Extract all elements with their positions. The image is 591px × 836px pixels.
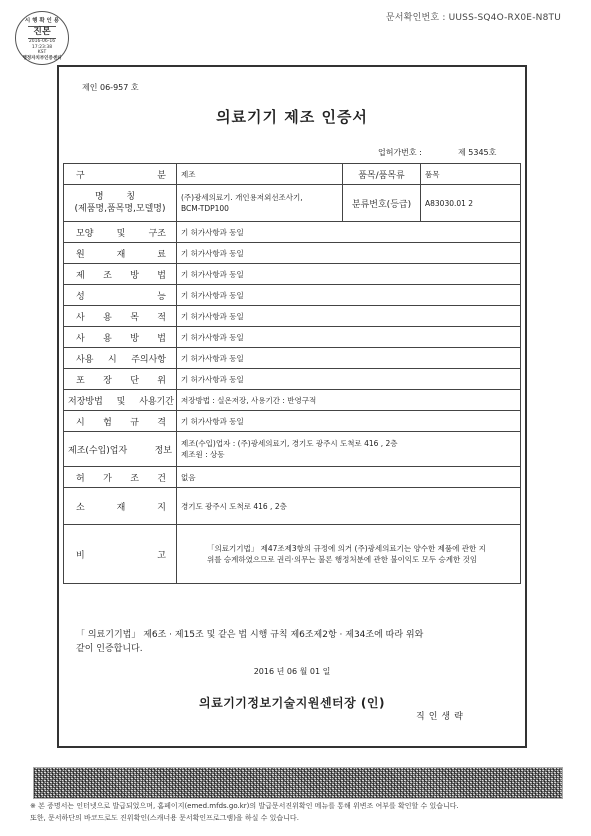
row-label-shape: 모양 및 구조 (64, 222, 177, 243)
seal-datetime (16, 39, 68, 56)
row-value-shape: 기 허가사항과 동일 (177, 222, 521, 243)
seal-center-text: 진본 (28, 26, 56, 39)
issuer-name: 의료기기정보기술지원센터장 (인) (199, 696, 385, 710)
row-label-category: 구 분 (64, 164, 177, 185)
row-value-location: 경기도 광주시 도척로 416 , 2층 (177, 488, 521, 525)
row-value-test-spec: 기 허가사항과 동일 (177, 411, 521, 432)
statement-line2: 같이 인증합니다. (76, 644, 143, 654)
row-label-manufacturer: 제조(수입)업자 정보 (64, 432, 177, 467)
table-row (64, 467, 521, 488)
table-row (64, 390, 521, 411)
permit-number-label: 업허가번호 : (378, 148, 422, 157)
table-row (64, 222, 521, 243)
issue-date: 2016 년 06 월 01 일 (253, 667, 331, 676)
row-label-location: 소 재 지 (64, 488, 177, 525)
row-label-storage: 저장방법 및 사용기간 (64, 390, 177, 411)
manufacturer-line2: 제조원 : 상동 (181, 450, 225, 459)
certificate-title: 의료기기 제조 인증서 (216, 108, 368, 126)
row-value-name (177, 185, 343, 222)
row-label-performance: 성 능 (64, 285, 177, 306)
row-value-usage: 기 허가사항과 동일 (177, 327, 521, 348)
certificate-table (63, 163, 521, 584)
row-label-method: 제 조 방 법 (64, 264, 177, 285)
permit-number-value: 제 5345호 (458, 148, 497, 157)
seal-top-text: 시 행 확 인 용 (24, 18, 60, 24)
footer-note-line1: ※ 본 증명서는 인터넷으로 발급되었으며, 홈페이지(emed.mfds.go.kr)의 발급문서진위확인 메뉴를 통해 위변조 여부를 확인할 수 있습니다. (30, 802, 459, 810)
seal-kst: KST (37, 50, 47, 55)
table-row (64, 411, 521, 432)
row-value-category: 제조 (177, 164, 343, 185)
row-value-name-line2: BCM-TDP100 (181, 204, 229, 213)
row-value-precautions: 기 허가사항과 동일 (177, 348, 521, 369)
classification-value: A83030.01 2 (421, 185, 521, 222)
row-label-name (64, 185, 177, 222)
item-type-value: 품목 (421, 164, 521, 185)
row-label-name-line2: (제품명,품목명,모델명) (74, 204, 166, 214)
table-row (64, 369, 521, 390)
remarks-line2: 위를 승계하였으므로 권리·의무는 불론 행정처분에 관한 불이익도 모두 승계한 것임 (207, 555, 478, 564)
row-label-usage: 사 용 방 법 (64, 327, 177, 348)
seal-time: 17:23:38 (31, 44, 53, 50)
statement-line1: 「 의료기기법」 제6조 · 제15조 및 같은 법 시행 규칙 제6조제2항 · 제34조에 따라 위와 (76, 630, 424, 640)
footer-note-line2: 또한, 문서하단의 바코드로도 진위확인(스캐너용 문서확인프로그램)을 하실 수 있습니다. (30, 814, 299, 822)
row-label-conditions: 허 가 조 건 (64, 467, 177, 488)
certificate-number: 제인 06-957 호 (82, 83, 139, 92)
row-value-storage: 저장방법 : 실온저장, 사용기간 : 반영구적 (177, 390, 521, 411)
row-label-purpose: 사 용 목 적 (64, 306, 177, 327)
row-value-name-line1: (주)광세의료기. 개인용저외선조사기, (181, 193, 303, 202)
table-row (64, 306, 521, 327)
table-row (64, 185, 521, 222)
row-value-packaging: 기 허가사항과 동일 (177, 369, 521, 390)
table-row (64, 285, 521, 306)
row-label-packaging: 포 장 단 위 (64, 369, 177, 390)
table-row (64, 264, 521, 285)
seal-bottom-text: 행정자치부인증센터 (22, 56, 62, 61)
seal-date: 2016-06-16 (28, 39, 56, 44)
document-confirm-number: 문서확인번호 : UUSS-SQ4O-RX0E-N8TU (385, 13, 561, 23)
table-row (64, 164, 521, 185)
row-label-test-spec: 시 험 규 격 (64, 411, 177, 432)
manufacturer-line1: 제조(수입)업자 : (주)광세의료기, 경기도 광주시 도척로 416 , 2층 (181, 439, 398, 448)
row-value-remarks (177, 525, 521, 584)
certification-statement (76, 628, 506, 656)
table-row (64, 327, 521, 348)
row-label-materials: 원 재 료 (64, 243, 177, 264)
authentication-seal (15, 11, 69, 65)
table-row (64, 525, 521, 584)
row-value-manufacturer (177, 432, 521, 467)
table-row (64, 348, 521, 369)
remarks-line1: 「의료기기법」 제47조제3항의 규정에 의거 (주)광세의료기는 양수한 제품에 관한 지 (207, 544, 486, 553)
row-label-precautions: 사용 시 주의사항 (64, 348, 177, 369)
table-row (64, 243, 521, 264)
seal-omission-note: 직인생략 (416, 712, 467, 722)
row-value-conditions: 없음 (177, 467, 521, 488)
verification-barcode (33, 767, 563, 799)
item-type-label: 품목/품목류 (343, 164, 421, 185)
table-row (64, 488, 521, 525)
table-row (64, 432, 521, 467)
row-label-remarks: 비 고 (64, 525, 177, 584)
classification-label: 분류번호(등급) (343, 185, 421, 222)
row-value-method: 기 허가사항과 동일 (177, 264, 521, 285)
row-value-materials: 기 허가사항과 동일 (177, 243, 521, 264)
row-value-performance: 기 허가사항과 동일 (177, 285, 521, 306)
row-label-name-line1: 명 칭 (94, 192, 146, 202)
row-value-purpose: 기 허가사항과 동일 (177, 306, 521, 327)
